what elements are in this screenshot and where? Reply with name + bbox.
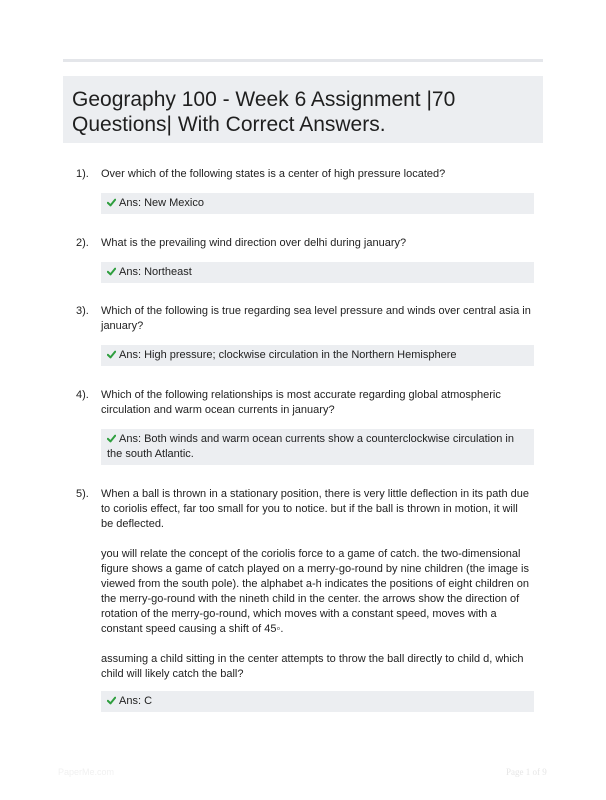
question-number: 1).	[76, 168, 89, 180]
check-icon	[107, 267, 116, 276]
question-text: Over which of the following states is a center of high pressure located?	[101, 168, 446, 180]
paragraph-spacer	[101, 532, 533, 547]
paragraph-spacer	[101, 637, 533, 652]
question-paragraph: you will relate the concept of the coriolis force to a game of catch. the two-dimensional figure shows a game of catch played on a merry-go-round by nine children (the image is viewed from the south pole). the alphabet a-h indicates the positions of eight children on the merry-go-round with the nineth child in the center. the arrows show the direction of rotation of the merry-go-round, which moves with a constant speed, moves with a constant speed causing a shift of 45◦.	[101, 548, 530, 635]
question-number: 3).	[76, 305, 89, 317]
answer-box	[101, 193, 534, 214]
answer-box	[101, 262, 534, 283]
question-number: 2).	[76, 237, 89, 249]
answer-text: Ans: New Mexico	[119, 197, 204, 209]
question-paragraph: assuming a child sitting in the center attempts to throw the ball directly to child d, which child will likely catch the ball?	[101, 653, 524, 680]
answer-text: Ans: Northeast	[119, 266, 192, 278]
answer-text: Ans: C	[119, 695, 153, 707]
top-divider	[63, 59, 543, 62]
answer-box	[101, 345, 534, 366]
footer-source: PaperMe.com	[58, 767, 115, 777]
check-icon	[107, 350, 116, 359]
question-number: 5).	[76, 488, 89, 500]
check-icon	[107, 198, 116, 207]
answer-text: Ans: Both winds and warm ocean currents show a counterclockwise circulation in the south Atlantic.	[107, 433, 514, 460]
question-text: What is the prevailing wind direction over delhi during january?	[101, 237, 407, 249]
question-text	[101, 487, 533, 682]
question-paragraph: When a ball is thrown in a stationary position, there is very little deflection in its path due to coriolis effect, far too small for you to notice. but if the ball is thrown in motion, it will be deflected.	[101, 488, 530, 530]
check-icon	[107, 434, 116, 443]
question-text: Which of the following is true regarding sea level pressure and winds over central asia in january?	[101, 305, 531, 332]
question-text: Which of the following relationships is most accurate regarding global atmospheric circulation and warm ocean currents in january?	[101, 389, 501, 416]
page-number: Page 1 of 9	[506, 767, 547, 777]
title-banner	[63, 76, 543, 143]
question-number: 4).	[76, 389, 89, 401]
answer-text: Ans: High pressure; clockwise circulation in the Northern Hemisphere	[119, 349, 457, 361]
answer-box	[101, 429, 534, 465]
page-title: Geography 100 - Week 6 Assignment |70 Questions| With Correct Answers.	[72, 88, 456, 136]
answer-box	[101, 691, 534, 712]
check-icon	[107, 696, 116, 705]
